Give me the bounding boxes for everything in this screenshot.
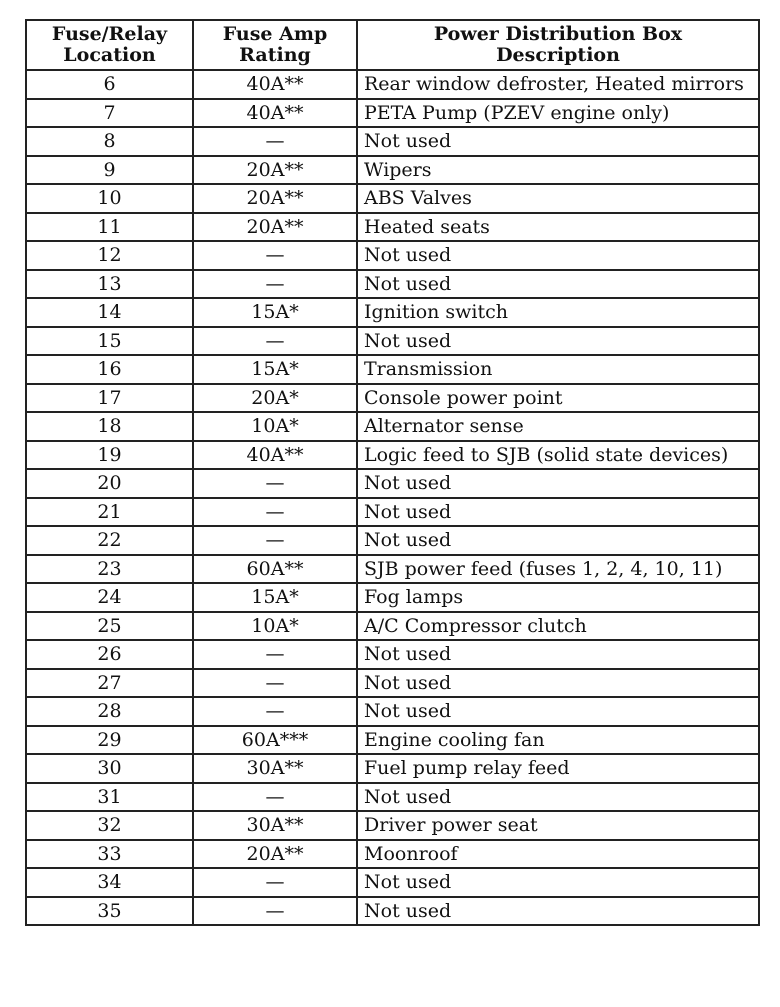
table-row — [26, 156, 759, 185]
fuse-description-cell: PETA Pump (PZEV engine only) — [357, 99, 759, 128]
fuse-location-cell: 6 — [26, 70, 193, 99]
fuse-description-cell: Not used — [357, 897, 759, 926]
fuse-description-cell: Not used — [357, 783, 759, 812]
fuse-location-cell: 12 — [26, 241, 193, 270]
fuse-rating-cell: 60A** — [193, 555, 357, 584]
table-row — [26, 127, 759, 156]
table-row — [26, 355, 759, 384]
table-header — [26, 20, 759, 70]
table-row — [26, 70, 759, 99]
header-rating — [193, 20, 357, 70]
table-row — [26, 99, 759, 128]
fuse-location-cell: 8 — [26, 127, 193, 156]
fuse-description-cell: Moonroof — [357, 840, 759, 869]
fuse-description-cell: Driver power seat — [357, 811, 759, 840]
fuse-rating-cell: 15A* — [193, 298, 357, 327]
fuse-description-cell: Rear window defroster, Heated mirrors — [357, 70, 759, 99]
table-row — [26, 412, 759, 441]
fuse-description-cell: Not used — [357, 697, 759, 726]
fuse-location-cell: 23 — [26, 555, 193, 584]
fuse-description-cell: Logic feed to SJB (solid state devices) — [357, 441, 759, 470]
fuse-location-cell: 22 — [26, 526, 193, 555]
fuse-rating-cell: 15A* — [193, 355, 357, 384]
header-rating-line-2: Rating — [239, 44, 311, 66]
table-row — [26, 612, 759, 641]
fuse-description-cell: Not used — [357, 498, 759, 527]
table-row — [26, 270, 759, 299]
fuse-location-cell: 9 — [26, 156, 193, 185]
table-row — [26, 469, 759, 498]
fuse-description-cell: SJB power feed (fuses 1, 2, 4, 10, 11) — [357, 555, 759, 584]
fuse-location-cell: 25 — [26, 612, 193, 641]
table-row — [26, 384, 759, 413]
header-location-line-2: Location — [63, 44, 156, 66]
fuse-location-cell: 33 — [26, 840, 193, 869]
table-row — [26, 811, 759, 840]
fuse-description-cell: Alternator sense — [357, 412, 759, 441]
header-location — [26, 20, 193, 70]
header-description-line-2: Description — [496, 44, 620, 66]
table-row — [26, 669, 759, 698]
table-row — [26, 640, 759, 669]
fuse-table — [25, 19, 760, 926]
header-row — [26, 20, 759, 70]
fuse-description-cell: Console power point — [357, 384, 759, 413]
fuse-description-cell: Not used — [357, 327, 759, 356]
fuse-rating-cell: 40A** — [193, 441, 357, 470]
fuse-location-cell: 28 — [26, 697, 193, 726]
fuse-rating-cell: 30A** — [193, 754, 357, 783]
header-location-line-1: Fuse/Relay — [51, 23, 168, 45]
fuse-location-cell: 7 — [26, 99, 193, 128]
fuse-description-cell: Fuel pump relay feed — [357, 754, 759, 783]
fuse-description-cell: Not used — [357, 526, 759, 555]
fuse-location-cell: 29 — [26, 726, 193, 755]
fuse-rating-cell: 20A* — [193, 384, 357, 413]
fuse-location-cell: 10 — [26, 184, 193, 213]
fuse-rating-cell: 10A* — [193, 412, 357, 441]
fuse-description-cell: Not used — [357, 469, 759, 498]
fuse-rating-cell: — — [193, 669, 357, 698]
table-row — [26, 840, 759, 869]
fuse-location-cell: 34 — [26, 868, 193, 897]
fuse-rating-cell: 15A* — [193, 583, 357, 612]
fuse-location-cell: 26 — [26, 640, 193, 669]
table-row — [26, 213, 759, 242]
fuse-description-cell: Not used — [357, 127, 759, 156]
fuse-location-cell: 20 — [26, 469, 193, 498]
fuse-description-cell: Not used — [357, 669, 759, 698]
fuse-rating-cell: 40A** — [193, 99, 357, 128]
table-row — [26, 726, 759, 755]
fuse-description-cell: Ignition switch — [357, 298, 759, 327]
fuse-location-cell: 32 — [26, 811, 193, 840]
table-row — [26, 555, 759, 584]
fuse-location-cell: 11 — [26, 213, 193, 242]
fuse-description-cell: Not used — [357, 640, 759, 669]
fuse-rating-cell: 10A* — [193, 612, 357, 641]
table-row — [26, 583, 759, 612]
fuse-rating-cell: 20A** — [193, 184, 357, 213]
table-row — [26, 783, 759, 812]
fuse-rating-cell: — — [193, 526, 357, 555]
fuse-rating-cell: — — [193, 270, 357, 299]
fuse-description-cell: Heated seats — [357, 213, 759, 242]
fuse-location-cell: 17 — [26, 384, 193, 413]
table-row — [26, 498, 759, 527]
header-description-line-1: Power Distribution Box — [433, 23, 683, 45]
table-body — [26, 70, 759, 925]
fuse-rating-cell: — — [193, 498, 357, 527]
fuse-rating-cell: 40A** — [193, 70, 357, 99]
fuse-rating-cell: 20A** — [193, 213, 357, 242]
fuse-rating-cell: — — [193, 897, 357, 926]
fuse-rating-cell: — — [193, 697, 357, 726]
fuse-rating-cell: 60A*** — [193, 726, 357, 755]
fuse-description-cell: Engine cooling fan — [357, 726, 759, 755]
fuse-location-cell: 27 — [26, 669, 193, 698]
fuse-rating-cell: — — [193, 783, 357, 812]
fuse-description-cell: Wipers — [357, 156, 759, 185]
fuse-location-cell: 19 — [26, 441, 193, 470]
fuse-rating-cell: — — [193, 241, 357, 270]
header-description — [357, 20, 759, 70]
table-row — [26, 327, 759, 356]
fuse-description-cell: Not used — [357, 270, 759, 299]
fuse-rating-cell: 20A** — [193, 840, 357, 869]
fuse-description-cell: Not used — [357, 241, 759, 270]
table-row — [26, 868, 759, 897]
table-row — [26, 754, 759, 783]
table-row — [26, 184, 759, 213]
fuse-location-cell: 35 — [26, 897, 193, 926]
fuse-rating-cell: — — [193, 127, 357, 156]
fuse-rating-cell: — — [193, 868, 357, 897]
fuse-description-cell: Transmission — [357, 355, 759, 384]
fuse-description-cell: Fog lamps — [357, 583, 759, 612]
table-row — [26, 897, 759, 926]
fuse-description-cell: Not used — [357, 868, 759, 897]
fuse-location-cell: 15 — [26, 327, 193, 356]
fuse-description-cell: A/C Compressor clutch — [357, 612, 759, 641]
table-row — [26, 241, 759, 270]
fuse-rating-cell: — — [193, 640, 357, 669]
fuse-description-cell: ABS Valves — [357, 184, 759, 213]
fuse-location-cell: 18 — [26, 412, 193, 441]
header-rating-line-1: Fuse Amp — [222, 23, 328, 45]
table-row — [26, 298, 759, 327]
fuse-location-cell: 13 — [26, 270, 193, 299]
fuse-location-cell: 30 — [26, 754, 193, 783]
fuse-rating-cell: 30A** — [193, 811, 357, 840]
fuse-location-cell: 24 — [26, 583, 193, 612]
fuse-location-cell: 16 — [26, 355, 193, 384]
fuse-rating-cell: — — [193, 327, 357, 356]
table-row — [26, 441, 759, 470]
fuse-location-cell: 31 — [26, 783, 193, 812]
fuse-location-cell: 21 — [26, 498, 193, 527]
fuse-location-cell: 14 — [26, 298, 193, 327]
fuse-rating-cell: 20A** — [193, 156, 357, 185]
table-row — [26, 697, 759, 726]
table-row — [26, 526, 759, 555]
fuse-rating-cell: — — [193, 469, 357, 498]
